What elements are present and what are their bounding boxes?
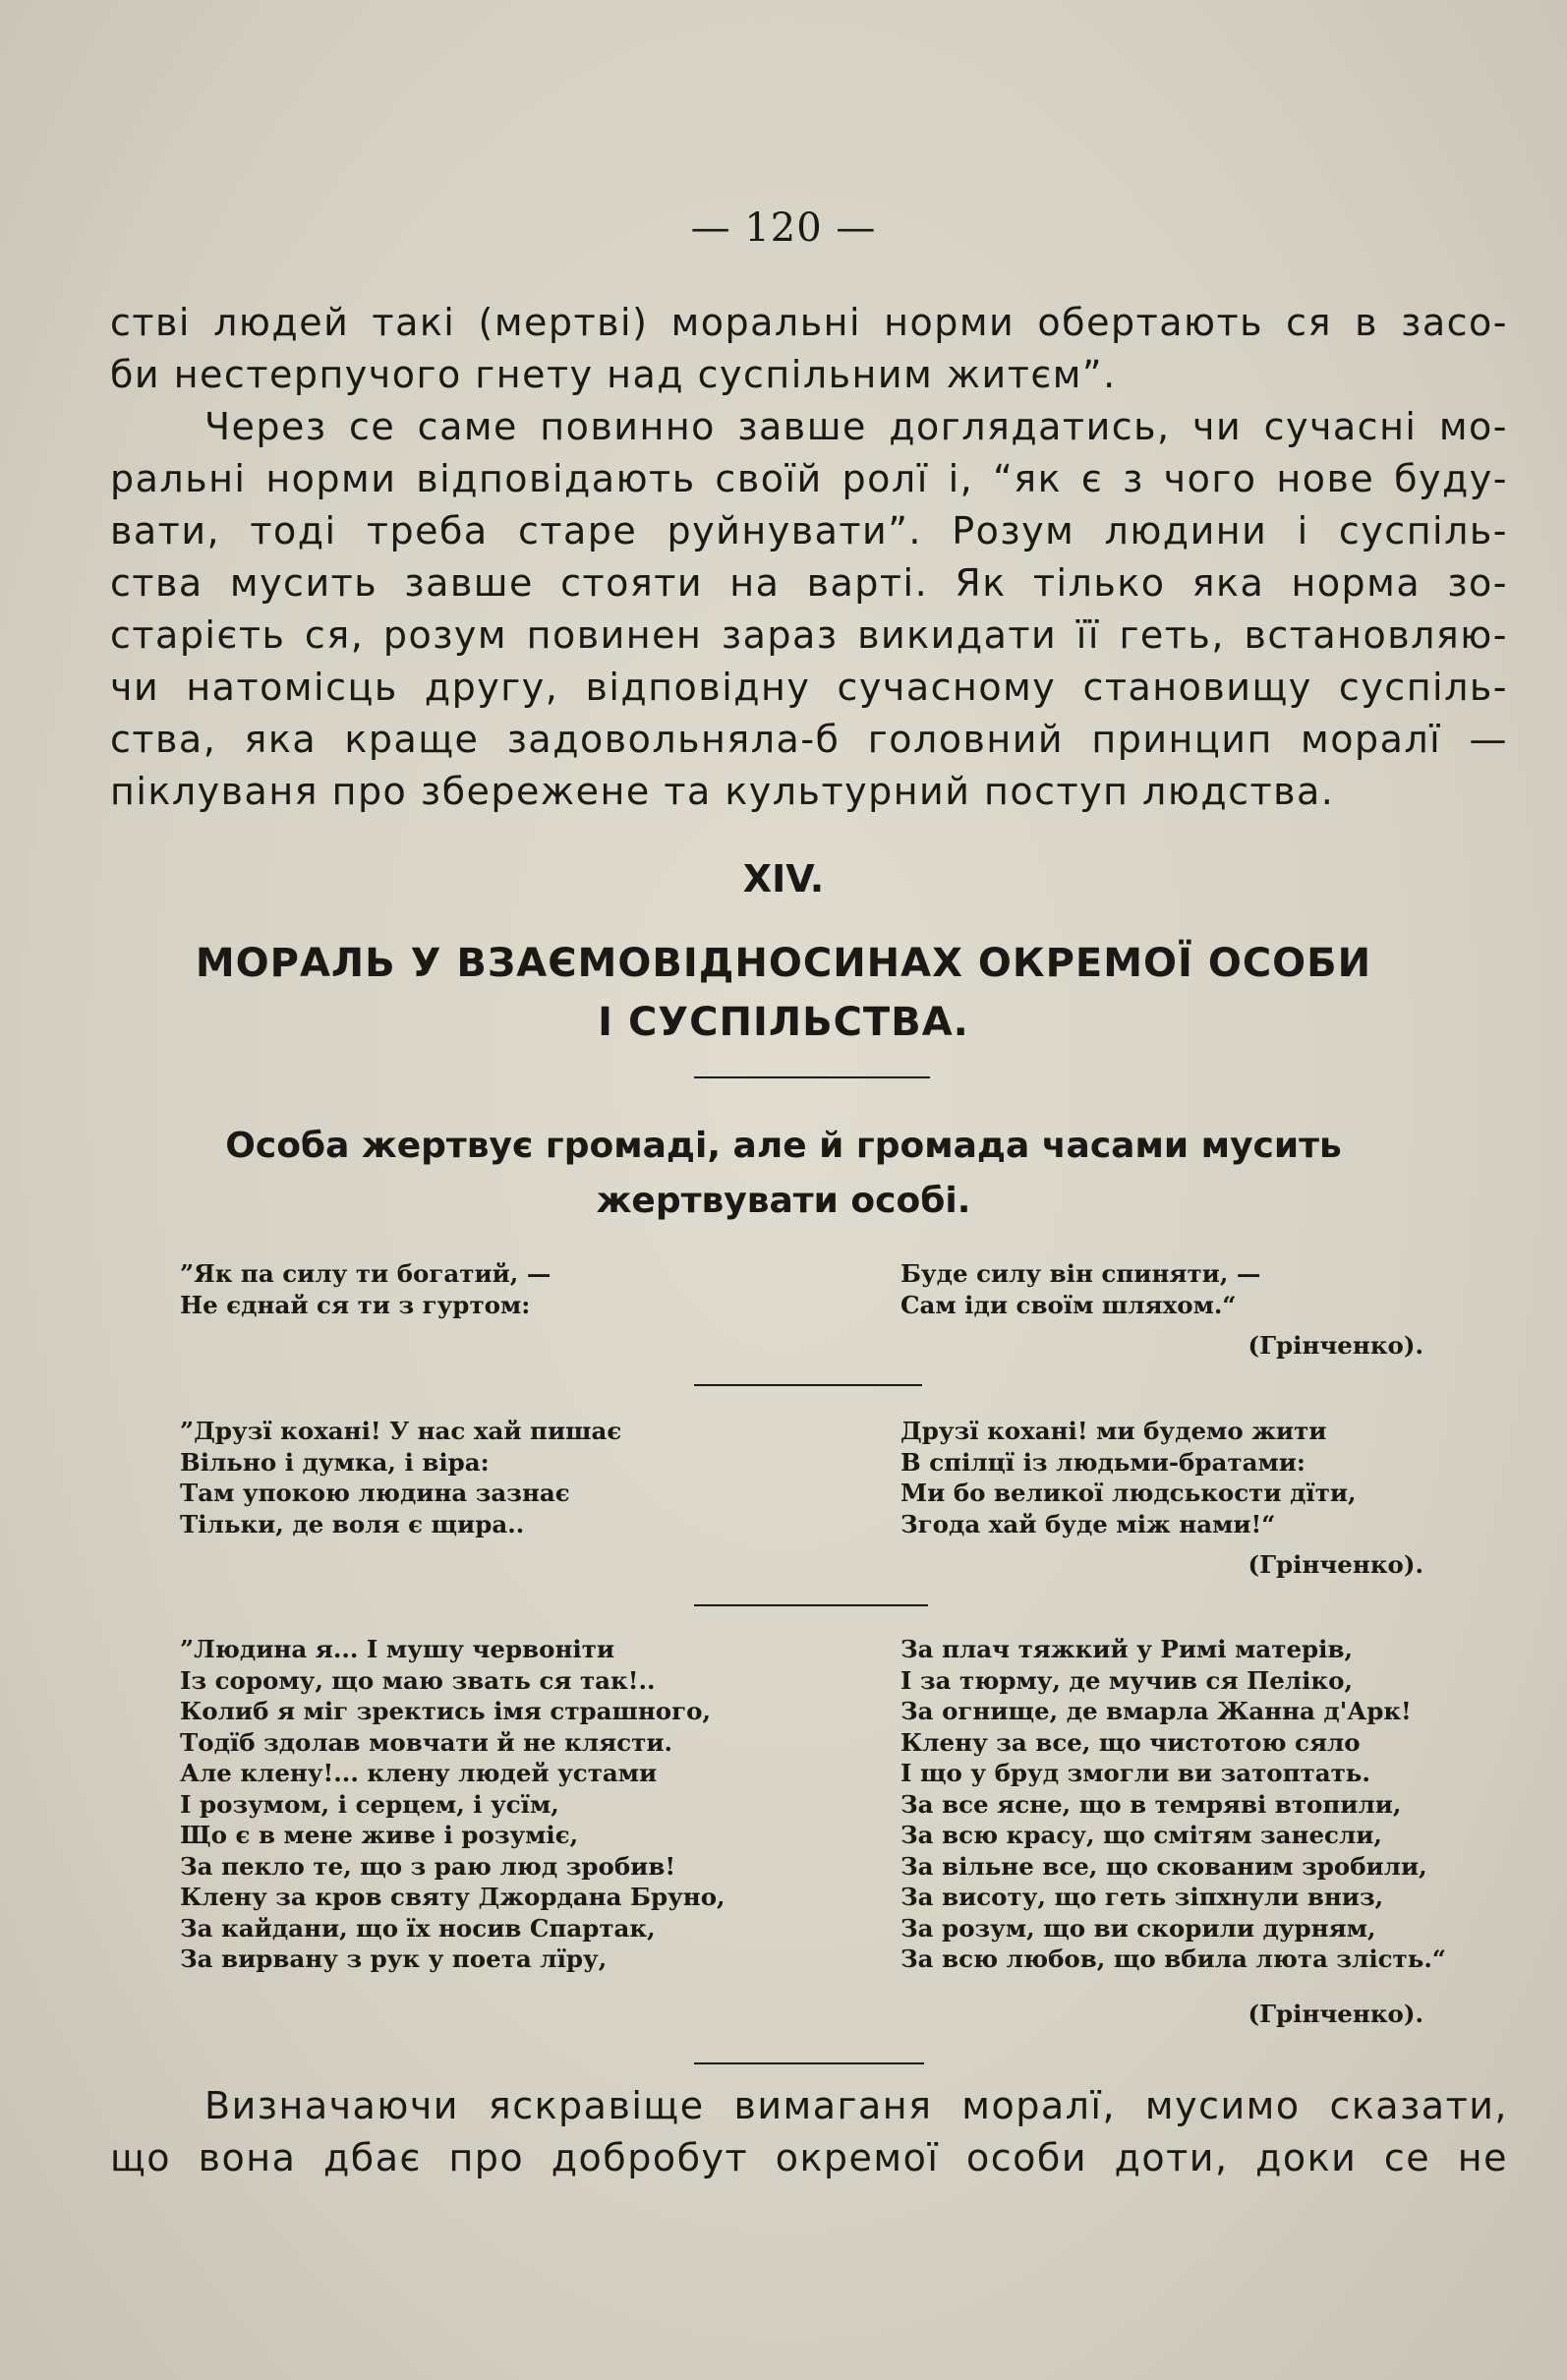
subtitle-line: Особа жертвує громаді, але й громада часами мусить [225,1126,1342,1166]
verse-line: Згода хай буде між нами!“ [900,1509,1276,1538]
text-line: Визначаючи яскравіще вимаганя моралї, мусимо сказати, [204,2084,1508,2127]
verse-line: Клену за кров святу Джордана Бруно, [180,1883,725,1911]
text-line: би нестерпучого гнету над суспільним житєм”. [110,353,1117,396]
verse-line: Колиб я міг зректись імя страшного, [180,1697,711,1725]
verse-2-right [900,1416,1357,1539]
paragraph-bottom [110,2080,1508,2184]
verse-line: Не єднай ся ти з гуртом: [180,1290,531,1319]
paragraph-top [110,297,1508,818]
verse-line: Вільно і думка, і віра: [180,1447,490,1477]
verse-line: За огнище, де вмарла Жанна д'Арк! [900,1697,1412,1725]
verse-line: Там упокою людина зазнає [180,1479,570,1507]
verse-line: Тільки, де воля є щира.. [180,1509,525,1538]
divider-rule [694,2062,924,2064]
verse-line: За всю красу, що смітям занесли, [900,1821,1382,1849]
chapter-number: XIV. [742,857,825,900]
section-subtitle [0,1119,1567,1229]
text-line: ства, яка краще задовольняла-б головний принцип моралї — [110,718,1508,761]
page-number: — 120 — [690,205,877,251]
verse-line: За розум, що ви скорили дурням, [900,1913,1376,1943]
text-line: Через се саме повинно завше доглядатись, чи сучасні мо- [204,405,1508,448]
verse-3-attribution: (Грінченко). [1248,2000,1423,2028]
verse-line: Сам іди своїм шляхом.“ [900,1290,1237,1319]
verse-line: ”Як па силу ти богатий, — [180,1259,551,1288]
verse-2-attribution: (Грінченко). [1248,1550,1423,1579]
subtitle-line: жертвувати особі. [596,1181,971,1221]
verse-line: За все ясне, що в темряві втопили, [900,1789,1402,1819]
verse-line: Тодїб здолав мовчати й не клясти. [180,1727,673,1757]
verse-line: Ми бо великої людськости дїти, [900,1479,1357,1507]
verse-1-left [180,1258,551,1320]
verse-line: Друзї кохані! ми будемо жити [900,1417,1327,1445]
text-line: чи натомісць другу, відповідну сучасному становищу суспіль- [110,666,1508,709]
text-line: старієть ся, розум повинен зараз викидати її геть, встановляю- [110,613,1508,657]
divider-rule [694,1604,928,1606]
verse-line: Із сорому, що маю звать ся так!.. [180,1665,656,1695]
divider-rule [694,1384,922,1386]
verse-3-left [180,1634,725,1975]
verse-line: За плач тяжкий у Римі матерів, [900,1635,1354,1663]
chapter-title-line: МОРАЛЬ У ВЗАЄМОВІДНОСИНАХ ОКРЕМОЇ ОСОБИ [195,941,1372,986]
verse-line: І за тюрму, де мучив ся Пеліко, [900,1665,1353,1695]
divider-rule [694,1076,930,1078]
text-line: що вона дбає про добробут окремої особи доти, доки се не [110,2136,1508,2179]
verse-line: Що є в мене живе і розуміє, [180,1821,579,1849]
verse-1-attribution: (Грінченко). [1248,1331,1423,1360]
verse-line: І що у бруд змогли ви затоптать. [900,1759,1370,1787]
verse-1-right [900,1258,1260,1320]
verse-line: ”Друзї кохані! У нас хай пишає [180,1417,622,1445]
verse-line: В спілцї із людьми-братами: [900,1447,1306,1477]
verse-line: За вільне все, що скованим зробили, [900,1851,1427,1881]
verse-3-right [900,1634,1446,1975]
text-line: ства мусить завше стояти на варті. Як тілько яка норма зо- [110,561,1508,605]
verse-line: Буде силу він спиняти, — [900,1259,1261,1288]
chapter-title-line: І СУСПІЛЬСТВА. [598,1000,969,1045]
verse-line: За висоту, що геть зіпхнули вниз, [900,1883,1384,1911]
chapter-title [0,934,1567,1052]
text-line: піклуваня про збережене та культурний поступ людства. [110,770,1335,813]
text-line: вати, тоді треба старе руйнувати”. Розум людини і суспіль- [110,509,1508,552]
text-line: стві людей такі (мертві) моральні норми обертають ся в засо- [110,301,1508,344]
verse-line: ”Людина я... І мушу червоніти [180,1635,615,1663]
verse-line: За всю любов, що вбила люта злість.“ [900,1945,1446,1973]
verse-line: І розумом, і серцем, і усїм, [180,1789,559,1819]
verse-line: Клену за все, що чистотою сяло [900,1727,1361,1757]
text-line: ральні норми відповідають своїй ролї і, “як є з чого нове буду- [110,457,1508,500]
verse-line: За кайдани, що їх носив Спартак, [180,1913,656,1943]
verse-line: За пекло те, що з раю люд зробив! [180,1851,676,1881]
verse-line: За вирвану з рук у поета лїру, [180,1945,608,1973]
verse-line: Але клену!... клену людей устами [180,1759,658,1787]
verse-2-left [180,1416,621,1539]
